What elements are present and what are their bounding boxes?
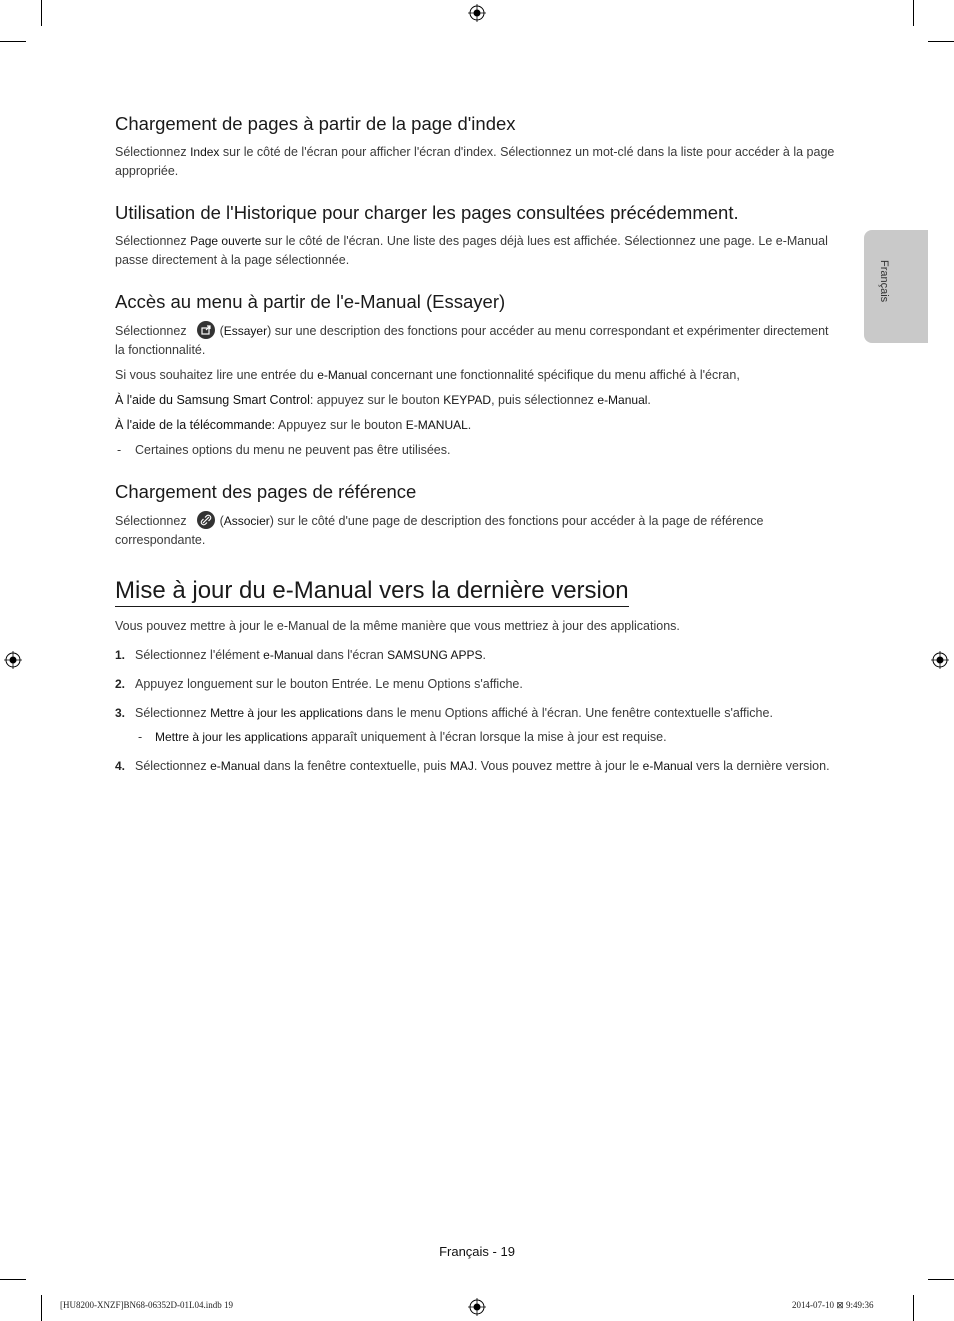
registration-mark-icon [931, 651, 949, 669]
text: apparaît uniquement à l'écran lorsque la mise à jour est requise. [307, 730, 667, 744]
ui-term: SAMSUNG APPS [387, 648, 483, 662]
crop-mark [928, 1279, 954, 1280]
crop-mark [928, 41, 954, 42]
text: Si vous souhaitez lire une entrée du [115, 368, 318, 382]
language-side-tab [864, 230, 928, 343]
text: . Vous pouvez mettre à jour le [473, 759, 643, 773]
steps-list [115, 646, 835, 776]
text: concernant une fonctionnalité spécifique du menu affiché à l'écran, [367, 368, 740, 382]
text: : Appuyez sur le bouton [271, 418, 406, 432]
text: sur le côté de l'écran pour afficher l'écran d'index. Sélectionnez un mot-clé dans la liste pour accéder à la page appropriée. [115, 145, 835, 178]
crop-mark [41, 0, 42, 26]
text: , puis sélectionnez [491, 393, 598, 407]
dash: - [138, 730, 143, 744]
link-icon [197, 511, 215, 529]
section-title: Chargement de pages à partir de la page d'index [115, 113, 516, 134]
side-tab-label: Français [878, 260, 890, 303]
text: Sélectionnez [115, 514, 187, 528]
section-reference [115, 480, 835, 550]
ui-term: e-Manual [597, 393, 648, 407]
footer-date: 2014-07-10 ⊠ 9:49:36 [792, 1300, 874, 1310]
try-icon [197, 321, 215, 339]
text: ( [219, 514, 224, 528]
text: dans le menu Options affiché à l'écran. Une fenêtre contextuelle s'affiche. [362, 706, 773, 720]
step-number: 4. [115, 759, 126, 773]
list-item [115, 646, 835, 665]
paragraph [115, 321, 835, 360]
text: . [482, 648, 487, 662]
registration-mark-icon [4, 651, 22, 669]
paragraph [115, 391, 835, 410]
list-item [115, 675, 835, 694]
ui-term: KEYPAD [443, 393, 492, 407]
step-number: 1. [115, 648, 126, 662]
intro: Vous pouvez mettre à jour le e-Manual de la même manière que vous mettriez à jour des applications. [115, 619, 680, 633]
text: Certaines options du menu ne peuvent pas être utilisées. [135, 443, 451, 457]
paragraph [115, 366, 835, 385]
section-try [115, 290, 835, 460]
text: ) sur une description des fonctions pour accéder au menu correspondant et expérimenter directement la fonctionnalité. [115, 324, 829, 357]
text: sur le côté de l'écran. Une liste des pages déjà lues est affichée. Sélectionnez une page. Le e-Manual passe directement à la page sélectionnée. [115, 234, 828, 267]
section-history [115, 201, 835, 270]
text: dans la fenêtre contextuelle, puis [260, 759, 450, 773]
text: . [647, 393, 651, 407]
note [115, 441, 835, 460]
ui-term: Associer [223, 514, 270, 528]
ui-term: À l'aide de la télécommande [115, 418, 272, 432]
text: dans l'écran [313, 648, 388, 662]
ui-term: À l'aide du Samsung Smart Control [115, 393, 310, 407]
ui-term: Index [190, 145, 220, 159]
text: Sélectionnez [135, 759, 211, 773]
paragraph [115, 416, 835, 435]
text: : appuyez sur le bouton [309, 393, 444, 407]
ui-term: E-MANUAL [405, 418, 468, 432]
text: Appuyez longuement sur le bouton Entrée. Le menu Options s'affiche. [135, 677, 523, 691]
crop-mark [913, 1295, 914, 1321]
text: Sélectionnez [115, 324, 187, 338]
text: Sélectionnez [115, 145, 191, 159]
text: ( [219, 324, 224, 338]
ui-term: e-Manual [263, 648, 314, 662]
step-number: 2. [115, 677, 126, 691]
ui-term: MAJ [449, 759, 474, 773]
dash: - [117, 443, 122, 457]
page-number: Français - 19 [439, 1244, 515, 1259]
paragraph [115, 511, 835, 550]
text: ) sur le côté d'une page de description des fonctions pour accéder à la page de référence correspondante. [115, 514, 764, 547]
ui-term: Mettre à jour les applications [155, 730, 308, 744]
ui-term: e-Manual [210, 759, 261, 773]
paragraph [115, 232, 835, 270]
registration-mark-icon [468, 1298, 486, 1316]
list-item [115, 757, 835, 776]
ui-term: Page ouverte [190, 234, 262, 248]
crop-mark [913, 0, 914, 26]
page-content [115, 112, 835, 786]
ui-term: e-Manual [642, 759, 693, 773]
section-title: Utilisation de l'Historique pour charger les pages consultées précédemment. [115, 202, 739, 223]
crop-mark [0, 1279, 26, 1280]
text: . [467, 418, 472, 432]
text: Sélectionnez [115, 234, 191, 248]
section-title: Chargement des pages de référence [115, 481, 417, 502]
section-update [115, 576, 835, 776]
text: Sélectionnez [135, 706, 211, 720]
text: vers la dernière version. [692, 759, 830, 773]
ui-term: Essayer [223, 324, 268, 338]
section-title: Accès au menu à partir de l'e-Manual (Essayer) [115, 291, 506, 312]
paragraph [115, 143, 835, 181]
footer-file: [HU8200-XNZF]BN68-06352D-01L04.indb 19 [60, 1300, 233, 1310]
section-index [115, 112, 835, 181]
list-item [115, 704, 835, 747]
ui-term: Mettre à jour les applications [210, 706, 363, 720]
step-number: 3. [115, 706, 126, 720]
crop-mark [41, 1295, 42, 1321]
main-title: Mise à jour du e-Manual vers la dernière version [115, 576, 629, 607]
sub-note [135, 728, 835, 747]
crop-mark [0, 41, 26, 42]
ui-term: e-Manual [317, 368, 368, 382]
registration-mark-icon [468, 4, 486, 22]
text: Sélectionnez l'élément [135, 648, 264, 662]
